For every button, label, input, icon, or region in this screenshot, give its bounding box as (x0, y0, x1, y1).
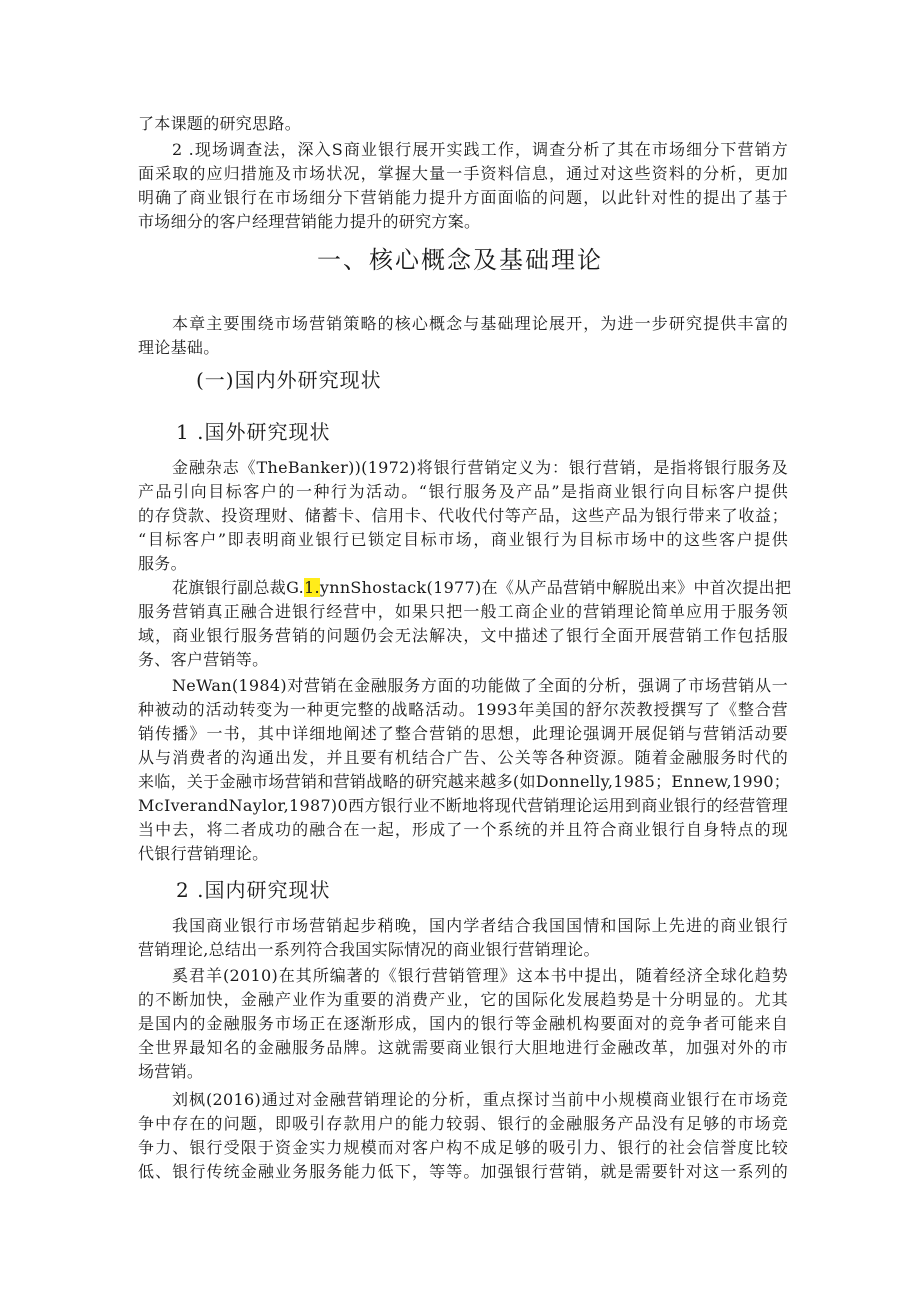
body-line: 销传播》一书，其中详细地阐述了整合营销的思想，此理论强调开展促销与营销活动要 (138, 724, 788, 743)
body-line: 理论基础。 (138, 338, 220, 357)
body-line: “目标客户”即表明商业银行已锁定目标市场，商业银行为目标市场中的这些客户提供 (138, 530, 788, 549)
chapter-title: 一、核心概念及基础理论 (317, 246, 603, 274)
body-line: 市场细分的客户经理营销能力提升的研究方案。 (138, 212, 481, 231)
text-segment: ynnShostack(1977)在《从产品营销中解脱出来》中首次提出把 (319, 578, 792, 597)
body-line: 争中存在的问题，即吸引存款用户的能力较弱、银行的金融服务产品没有足够的市场竞 (138, 1114, 788, 1133)
body-line: 种被动的活动转变为一种更完整的战略活动。1993年美国的舒尔茨教授撰写了《整合营 (138, 700, 788, 719)
body-line: 低、银行传统金融业务服务能力低下，等等。加强银行营销，就是需要针对这一系列的 (138, 1162, 788, 1181)
body-line: 2 .现场调查法，深入S商业银行展开实践工作，调查分析了其在市场细分下营销方 (172, 140, 788, 159)
body-line: 务、客户营销等。 (138, 650, 269, 669)
body-line: 金融杂志《TheBanker))(1972)将银行营销定义为：银行营销，是指将银行服务及 (172, 458, 788, 477)
body-line: 产品引向目标客户的一种行为活动。“银行服务及产品”是指商业银行向目标客户提供 (138, 482, 788, 501)
body-line: 了本课题的研究思路。 (138, 114, 302, 133)
section-title: (一)国内外研究现状 (196, 368, 382, 392)
body-line: 的不断加快，金融产业作为重要的消费产业，它的国际化发展趋势是十分明显的。尤其 (138, 990, 788, 1009)
body-line: 服务营销真正融合进银行经营中，如果只把一般工商企业的营销理论简单应用于服务领 (138, 602, 788, 621)
body-line (172, 576, 792, 600)
body-line: 奚君羊(2010)在其所编著的《银行营销管理》这本书中提出，随着经济全球化趋势 (172, 966, 788, 985)
body-line: 的存贷款、投资理财、储蓄卡、信用卡、代收代付等产品，这些产品为银行带来了收益； (138, 506, 788, 525)
body-line: 代银行营销理论。 (138, 844, 269, 863)
body-line: 面采取的应归措施及市场状况，掌握大量一手资料信息，通过对这些资料的分析，更加 (138, 164, 788, 183)
body-line: McIverandNaylor,1987)0西方银行业不断地将现代营销理论运用到商业银行的经营管理 (138, 796, 789, 815)
body-line: 全世界最知名的金融服务品牌。这就需要商业银行大胆地进行金融改革，加强对外的市 (138, 1038, 788, 1057)
body-line: 刘枫(2016)通过对金融营销理论的分析，重点探讨当前中小规模商业银行在市场竞 (172, 1090, 788, 1109)
body-line: 场营销。 (138, 1062, 204, 1081)
highlighted-text: 1. (304, 578, 320, 597)
body-line: 当中去，将二者成功的融合在一起，形成了一个系统的并且符合商业银行自身特点的现 (138, 820, 788, 839)
body-line: 争力、银行受限于资金实力规模而对客户构不成足够的吸引力、银行的社会信誉度比较 (138, 1138, 788, 1157)
subsection-heading-domestic: 2 .国内研究现状 (176, 878, 331, 902)
body-line: 域，商业银行服务营销的问题仍会无法解决，文中描述了银行全面开展营销工作包括服 (138, 626, 788, 645)
body-line: 本章主要围绕市场营销策略的核心概念与基础理论展开，为进一步研究提供丰富的 (172, 314, 788, 333)
body-line: 明确了商业银行在市场细分下营销能力提升方面面临的问题，以此针对性的提出了基于 (138, 188, 788, 207)
body-line: 从与消费者的沟通出发，并且要有机结合广告、公关等各种资源。随着金融服务时代的 (138, 748, 788, 767)
body-line: 是国内的金融服务市场正在逐渐形成，国内的银行等金融机构要面对的竞争者可能来自 (138, 1014, 788, 1033)
body-line: 营销理论,总结出一系列符合我国实际情况的商业银行营销理论。 (138, 940, 600, 959)
body-line: 来临，关于金融市场营销和营销战略的研究越来越多(如Donnelly,1985；Ennew,1990； (138, 772, 791, 791)
body-line: NeWan(1984)对营销在金融服务方面的功能做了全面的分析，强调了市场营销从一 (172, 676, 788, 695)
body-line: 服务。 (138, 554, 187, 573)
text-segment: 花旗银行副总裁G. (172, 578, 304, 597)
subsection-heading-foreign: 1 .国外研究现状 (176, 420, 331, 444)
body-line: 我国商业银行市场营销起步稍晚，国内学者结合我国国情和国际上先进的商业银行 (172, 916, 788, 935)
